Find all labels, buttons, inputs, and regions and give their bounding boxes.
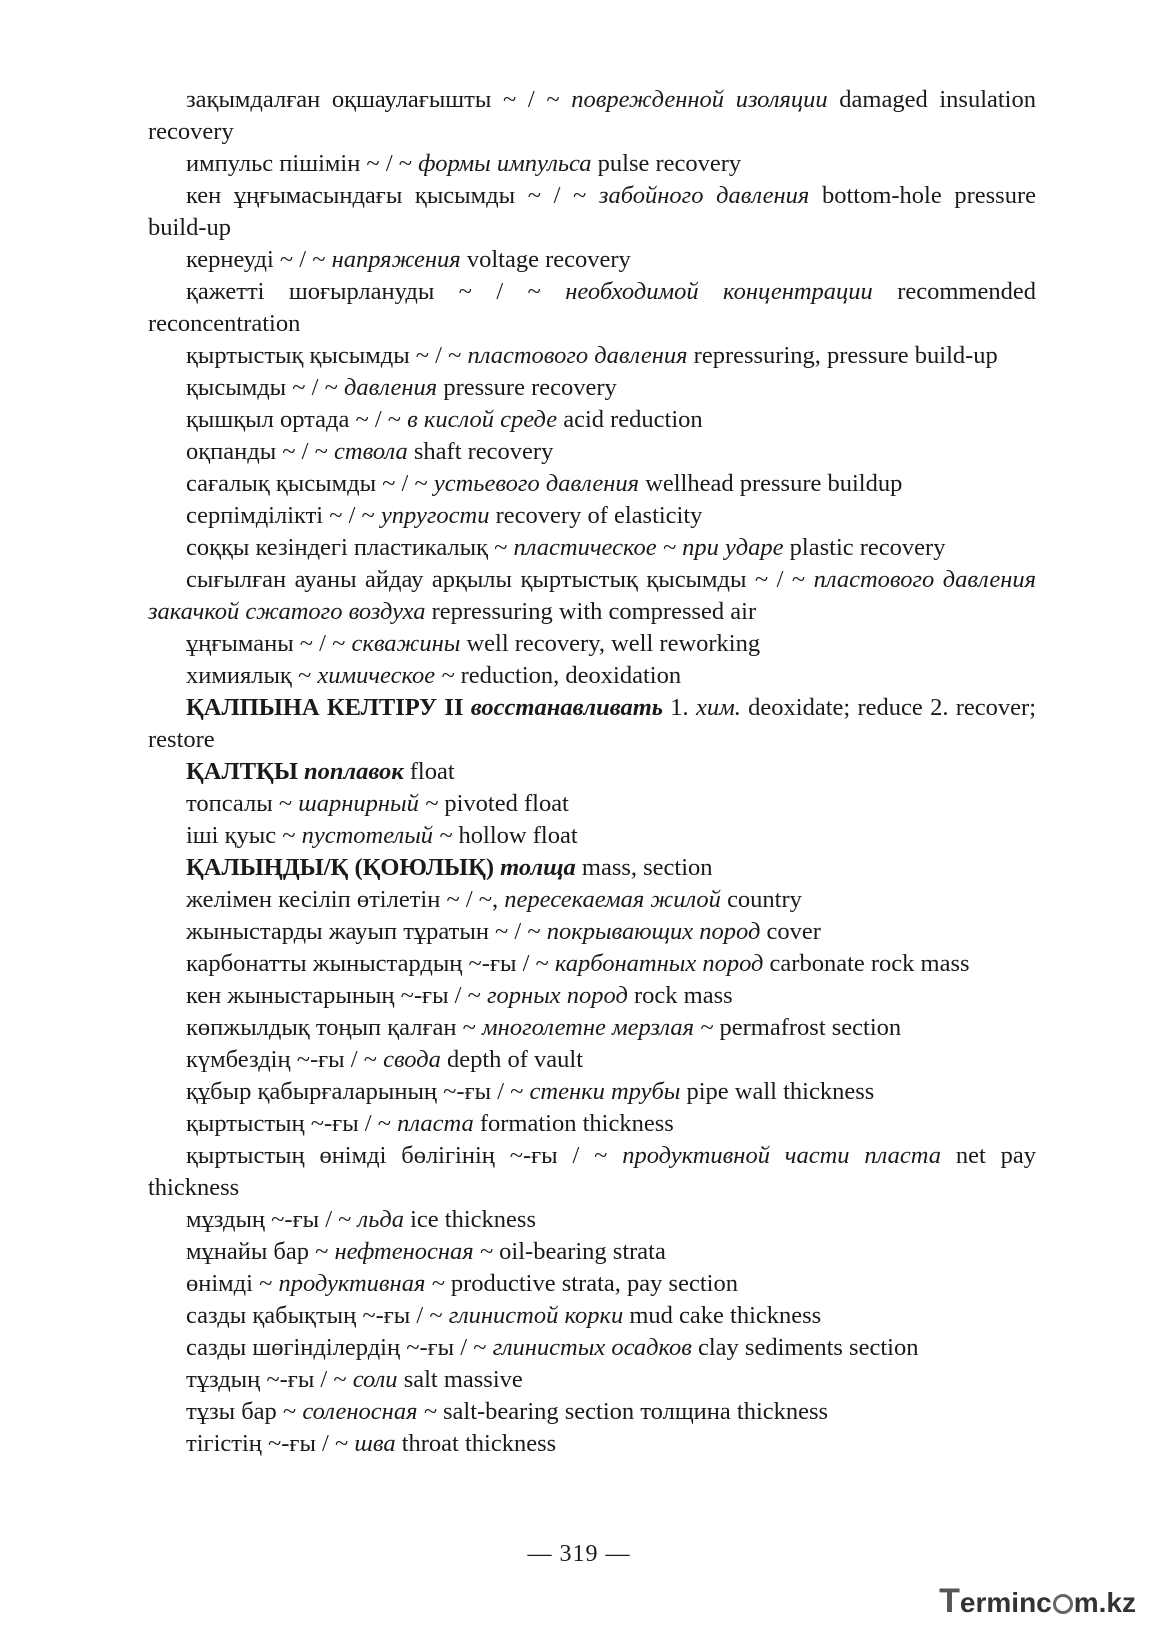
entry: тұзы бар ~ соленосная ~ salt-bearing section толщина thickness — [186, 1398, 829, 1425]
page-number: — 319 — — [527, 1541, 631, 1567]
entry: мұнайы бар ~ нефтеносная ~ oil-bearing strata — [186, 1238, 666, 1265]
entry: мұздың ~-ғы / ~ льда ice thickness — [186, 1206, 536, 1233]
entry: қажетті шоғырлануды ~ / ~ необходимой концентрации recommended reconcentration — [148, 278, 1036, 337]
entry: импульс пішімін ~ / ~ формы импульса pulse recovery — [186, 150, 742, 177]
entry: соққы кезіндегі пластикалық ~ пластическое ~ при ударе plastic recovery — [186, 534, 946, 561]
entry: кернеуді ~ / ~ напряжения voltage recovery — [186, 246, 631, 273]
logo-domain: m.kz — [1073, 1587, 1136, 1618]
entry: сығылған ауаны айдау арқылы қыртыстық қысымды ~ / ~ пластового давления закачкой сжатого воздуха repressuring with compressed air — [148, 566, 1036, 625]
entry: қышқыл ортада ~ / ~ в кислой среде acid reduction — [186, 406, 703, 433]
entry: карбонатты жыныстардың ~-ғы / ~ карбонатных пород carbonate rock mass — [186, 950, 970, 977]
entry: қысымды ~ / ~ давления pressure recovery — [186, 374, 617, 401]
entry: серпімділікті ~ / ~ упругости recovery of elasticity — [186, 502, 703, 529]
entry: күмбездің ~-ғы / ~ свода depth of vault — [186, 1046, 584, 1073]
entry: сазды шөгінділердің ~-ғы / ~ глинистых осадков clay sediments section — [186, 1334, 919, 1361]
entry: тұздың ~-ғы / ~ соли salt massive — [186, 1366, 523, 1393]
entry: кен жыныстарының ~-ғы / ~ горных пород rock mass — [186, 982, 733, 1009]
entry: сағалық қысымды ~ / ~ устьевого давления wellhead pressure buildup — [186, 470, 903, 497]
entry: сазды қабықтың ~-ғы / ~ глинистой корки mud cake thickness — [186, 1302, 822, 1329]
entry: қыртыстың өнімді бөлігінің ~-ғы / ~ продуктивной части пласта net pay thickness — [148, 1142, 1036, 1201]
headword-entry: ҚАЛПЫНА КЕЛТІРУ II восстанавливать 1. хим. deoxidate; reduce 2. recover; restore — [148, 694, 1037, 753]
dictionary-page — [148, 84, 1036, 1460]
entry: оқпанды ~ / ~ ствола shaft recovery — [186, 438, 554, 465]
site-logo[interactable] — [939, 1582, 1136, 1621]
headword-entry: ҚАЛЫҢДЫ/Қ (ҚОЮЛЫҚ) толща mass, section — [186, 854, 713, 881]
entry: қыртыстың ~-ғы / ~ пласта formation thickness — [186, 1110, 674, 1137]
entry: өнімді ~ продуктивная ~ productive strata, pay section — [186, 1270, 738, 1297]
entry: қыртыстық қысымды ~ / ~ пластового давления repressuring, pressure build-up — [186, 342, 998, 369]
entry: көпжылдық тоңып қалған ~ многолетне мерзлая ~ permafrost section — [186, 1014, 902, 1041]
entry: жыныстарды жауып тұратын ~ / ~ покрывающих пород cover — [186, 918, 821, 945]
logo-o-icon — [1053, 1594, 1073, 1614]
entry: химиялық ~ химическое ~ reduction, deoxidation — [186, 662, 682, 689]
entry: топсалы ~ шарнирный ~ pivoted float — [186, 790, 569, 817]
entry: құбыр қабырғаларының ~-ғы / ~ стенки трубы pipe wall thickness — [186, 1078, 875, 1105]
headword-entry: ҚАЛТҚЫ поплавок float — [186, 758, 455, 785]
entry: желімен кесіліп өтілетін ~ / ~, пересекаемая жилой country — [186, 886, 802, 913]
entry: ұңғыманы ~ / ~ скважины well recovery, well reworking — [186, 630, 761, 657]
entry: зақымдалған оқшаулағышты ~ / ~ поврежденной изоляции damaged insulation recovery — [148, 86, 1036, 145]
entry: тігістің ~-ғы / ~ шва throat thickness — [186, 1430, 557, 1457]
entry: кен ұңғымасындағы қысымды ~ / ~ забойного давления bottom-hole pressure build-up — [148, 182, 1036, 241]
entry: іші қуыс ~ пустотелый ~ hollow float — [186, 822, 578, 849]
logo-letter-t: T — [939, 1582, 960, 1620]
logo-text: erminc — [959, 1587, 1052, 1618]
